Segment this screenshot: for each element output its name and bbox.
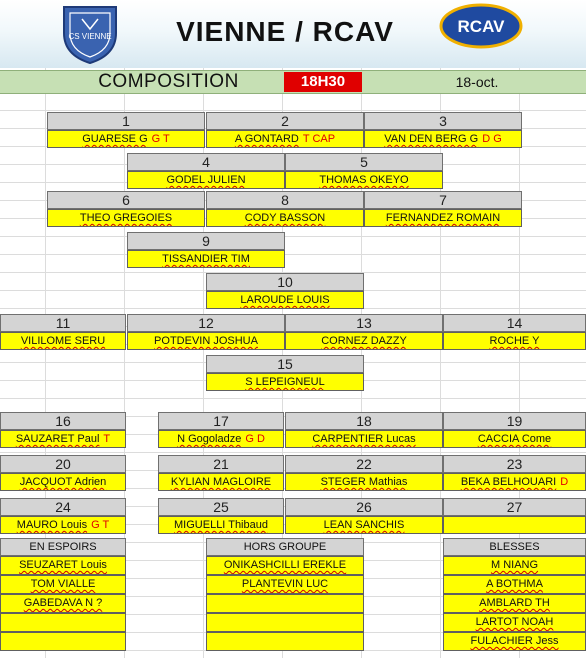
player-name: S LEPEIGNEUL: [245, 376, 325, 388]
page-title: VIENNE / RCAV: [176, 16, 394, 47]
reserve-number-11: 26: [285, 498, 443, 516]
starter-player-3: [364, 130, 522, 148]
hors_groupe-item-1: [206, 556, 364, 575]
reserve-player-1: [0, 430, 126, 448]
player-name: SAUZARET Paul: [15, 433, 100, 445]
list-player-name: GABEDAVA N ?: [23, 597, 103, 609]
list-player-name: PLANTEVIN LUC: [241, 578, 329, 590]
blesses-item-4: [443, 613, 586, 632]
espoirs-item-3: [0, 594, 126, 613]
player-role-mark: G D: [245, 433, 265, 445]
reserve-number-10: 25: [158, 498, 284, 516]
match-date: 18-oct.: [455, 74, 499, 90]
reserve-player-5: [0, 473, 126, 491]
starter-player-9: [127, 250, 285, 268]
player-name: POTDEVIN JOSHUA: [154, 335, 258, 347]
reserve-player-6: [158, 473, 284, 491]
list-player-name: FULACHIER Jess: [470, 635, 559, 647]
player-name: CARPENTIER Lucas: [312, 433, 416, 445]
starter-player-14: [443, 332, 586, 350]
starter-player-5: [285, 171, 443, 189]
starter-number-10: 10: [206, 273, 364, 291]
starter-number-13: 13: [285, 314, 443, 332]
blesses-item-3: [443, 594, 586, 613]
starter-player-1: [47, 130, 205, 148]
list-player-name: ONIKASHCILLI EREKLE: [223, 559, 347, 571]
player-name: JACQUOT Adrien: [19, 476, 107, 488]
reserve-player-12: [443, 516, 586, 534]
player-name: MAURO Louis: [16, 519, 88, 531]
player-name: FERNANDEZ ROMAIN: [385, 212, 501, 224]
reserve-number-3: 18: [285, 412, 443, 430]
blesses-item-2: [443, 575, 586, 594]
list-player-name: M NIANG: [490, 559, 539, 571]
reserve-player-8: [443, 473, 586, 491]
starter-number-5: 5: [285, 153, 443, 171]
starter-player-7: [206, 209, 364, 227]
list-player-name: TOM VIALLE: [30, 578, 96, 590]
player-name: CORNEZ DAZZY: [321, 335, 407, 347]
list-player-name: AMBLARD TH: [479, 597, 550, 609]
list-player-name: A BOTHMA: [486, 578, 543, 590]
reserve-number-7: 22: [285, 455, 443, 473]
reserve-number-6: 21: [158, 455, 284, 473]
logo-left-text: CS VIENNE: [68, 32, 112, 41]
player-name: CODY BASSON: [244, 212, 326, 224]
reserve-player-9: [0, 516, 126, 534]
player-name: STEGER Mathias: [320, 476, 408, 488]
player-name: LAROUDE LOUIS: [240, 294, 330, 306]
cs-vienne-shield-icon: [60, 3, 120, 65]
reserve-number-1: 16: [0, 412, 126, 430]
starter-player-4: [127, 171, 285, 189]
starter-player-10: [206, 291, 364, 309]
hors_groupe-item-4: [206, 613, 364, 632]
starter-number-12: 12: [127, 314, 285, 332]
player-name: VILILOME SERU: [20, 335, 106, 347]
player-name: THEO GREGOIES: [79, 212, 173, 224]
player-role-mark: T CAP: [302, 133, 336, 145]
starter-player-8: [364, 209, 522, 227]
espoirs-item-4: [0, 613, 126, 632]
starter-player-6: [47, 209, 205, 227]
starter-number-2: 2: [206, 112, 364, 130]
player-name: THOMAS OKEYO: [319, 174, 409, 186]
reserve-number-8: 23: [443, 455, 586, 473]
player-name: LEAN SANCHIS: [323, 519, 405, 531]
player-name: TISSANDIER TIM: [162, 253, 250, 265]
reserve-player-2: [158, 430, 284, 448]
espoirs-item-2: [0, 575, 126, 594]
starter-number-11: 11: [0, 314, 126, 332]
player-name: MIGUELLI Thibaud: [174, 519, 268, 531]
player-role-mark: T: [103, 433, 111, 445]
espoirs-item-5: [0, 632, 126, 651]
starter-number-3: 3: [364, 112, 522, 130]
starter-number-1: 1: [47, 112, 205, 130]
reserve-number-9: 24: [0, 498, 126, 516]
reserve-player-3: [285, 430, 443, 448]
starter-number-4: 4: [127, 153, 285, 171]
player-name: A GONTARD: [234, 133, 299, 145]
blesses-header: BLESSES: [443, 538, 586, 556]
player-name: VAN DEN BERG G: [384, 133, 479, 145]
reserve-player-7: [285, 473, 443, 491]
espoirs-item-1: [0, 556, 126, 575]
starter-player-15: [206, 373, 364, 391]
player-role-mark: D G: [482, 133, 502, 145]
player-name: CACCIA Come: [477, 433, 552, 445]
list-player-name: SEUZARET Louis: [19, 559, 107, 571]
composition-label: COMPOSITION: [98, 71, 239, 92]
starter-number-14: 14: [443, 314, 586, 332]
hors_groupe-header: HORS GROUPE: [206, 538, 364, 556]
starter-number-8: 7: [364, 191, 522, 209]
player-role-mark: G T: [91, 519, 110, 531]
player-role-mark: D: [560, 476, 569, 488]
starter-number-9: 9: [127, 232, 285, 250]
hors_groupe-item-5: [206, 632, 364, 651]
player-name: GUARESE G: [82, 133, 148, 145]
starter-number-15: 15: [206, 355, 364, 373]
player-name: KYLIAN MAGLOIRE: [170, 476, 272, 488]
reserve-number-12: 27: [443, 498, 586, 516]
player-name: ROCHE Y: [489, 335, 540, 347]
starter-player-11: [0, 332, 126, 350]
starter-player-2: [206, 130, 364, 148]
blesses-item-5: [443, 632, 586, 651]
reserve-player-11: [285, 516, 443, 534]
list-player-name: LARTOT NOAH: [475, 616, 554, 628]
hors_groupe-item-2: [206, 575, 364, 594]
player-role-mark: G T: [151, 133, 170, 145]
starter-player-13: [285, 332, 443, 350]
espoirs-header: EN ESPOIRS: [0, 538, 126, 556]
starter-number-6: 6: [47, 191, 205, 209]
starter-player-12: [127, 332, 285, 350]
reserve-player-4: [443, 430, 586, 448]
blesses-item-1: [443, 556, 586, 575]
starter-number-7: 8: [206, 191, 364, 209]
reserve-number-4: 19: [443, 412, 586, 430]
hors_groupe-item-3: [206, 594, 364, 613]
player-name: GODEL JULIEN: [166, 174, 246, 186]
logo-right-text: RCAV: [457, 17, 505, 36]
player-name: BEKA BELHOUARI: [460, 476, 557, 488]
header: [0, 0, 586, 68]
reserve-number-5: 20: [0, 455, 126, 473]
kickoff-time: 18H30: [284, 72, 362, 92]
reserve-player-10: [158, 516, 284, 534]
rcav-logo-icon: [439, 3, 523, 49]
player-name: N Gogoladze: [177, 433, 242, 445]
reserve-number-2: 17: [158, 412, 284, 430]
